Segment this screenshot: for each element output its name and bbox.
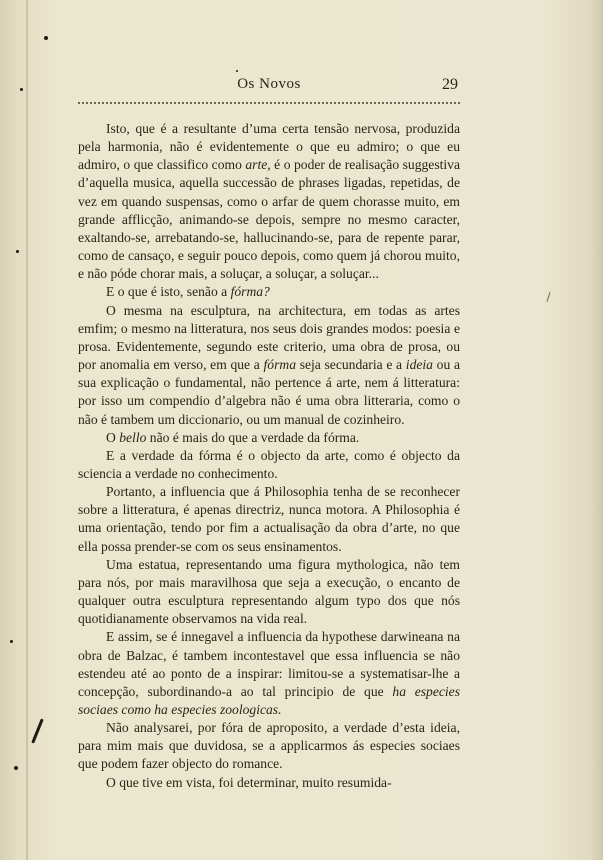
ink-speck xyxy=(44,36,48,40)
body-text xyxy=(78,120,460,792)
paragraph xyxy=(78,302,460,429)
paragraph xyxy=(78,447,460,483)
header-dotted-rule xyxy=(78,102,460,104)
ink-speck xyxy=(14,766,18,770)
paragraph xyxy=(78,628,460,719)
page-gutter-shadow xyxy=(26,0,28,860)
italic-run: ideia xyxy=(405,357,433,373)
page-number: 29 xyxy=(442,76,458,93)
text-run: E assim, se é innegavel a influencia da hypothese darwineana na obra de Balzac, é tambem incontestavel que essa influencia se não estendeu até ao ponto de a inspirar: limitou-se a systematisar-lhe a concepção, subordinando-a ao tal principio de que xyxy=(78,629,460,699)
text-run: Uma estatua, representando uma figura mythologica, não tem para nós, por mais maravilhosa que seja a execução, o encanto de qualquer outra esculptura representando algum typo dos que nós quotidianamente observamos na vida real. xyxy=(78,556,460,627)
italic-run: arte, xyxy=(245,157,271,173)
text-run: E a verdade da fórma é o objecto da arte, como é objecto da sciencia a verdade no conhecimento. xyxy=(78,447,460,481)
paragraph xyxy=(78,483,460,556)
text-run: ou a sua explicação o fundamental, não pertence á arte, nem á litteratura: por isso um compendio d’algebra não é uma obra litteraria, como o não é tambem um diccionario, ou um manual de cozinheiro. xyxy=(78,357,460,427)
text-run: O que tive em vista, foi determinar, muito resumida- xyxy=(106,774,392,790)
paragraph xyxy=(78,429,460,447)
margin-pencil-tick xyxy=(546,292,550,302)
paragraph xyxy=(78,120,460,283)
text-run: O mesma na esculptura, na architectura, em todas as artes emfim; o mesmo na litteratura, nos seus dois grandes modos: poesia e prosa. Evidentemente, segundo este criterio, uma obra de prosa, ou por anomalia em verso, em que a xyxy=(78,302,460,373)
page-header xyxy=(78,74,460,100)
margin-pencil-mark xyxy=(31,718,44,743)
italic-run: ha especies sociaes como ha especies zoologicas. xyxy=(78,683,461,717)
ink-speck xyxy=(16,250,19,253)
text-run: seja secundaria e a xyxy=(296,357,406,373)
text-run: Não analysarei, por fóra de aproposito, a verdade d’esta ideia, para mim mais que duvidosa, se a applicarmos ás especies sociaes que podem fazer objecto do romance. xyxy=(78,720,460,772)
text-run: Portanto, a influencia que á Philosophia tenha de se reconhecer sobre a litteratura, é apenas directriz, nunca motora. A Philosophia é uma orientação, tendo por fim a actualisação da obra d’arte, no que ella possa prender-se com os seus ensinamentos. xyxy=(78,484,460,554)
text-run: Isto, que é a resultante d’uma certa tensão nervosa, produzida pela harmonia, não é evidentemente o que eu admiro; o que eu admiro, o que classifico como xyxy=(78,121,460,173)
paragraph xyxy=(78,774,460,792)
paragraph xyxy=(78,719,460,773)
ink-speck xyxy=(10,640,13,643)
ink-speck xyxy=(236,70,238,72)
text-run: E o que é isto, senão a xyxy=(106,284,231,300)
running-title: Os Novos xyxy=(237,76,301,92)
italic-run: fórma xyxy=(263,357,296,373)
ink-speck xyxy=(20,88,23,91)
text-run: é o poder de realisação suggestiva d’aquella musica, aquella successão de phrases ligadas, repetidas, de vez em quando suspensas, como o arfar de quem chorasse muito, em grande afflicção, animando-se depois, sempre no mesmo caracter, exaltando-se, arrebatando-se, hallucinando-se, para de repente parar, como de cansaço, e seguir pouco depois, como quem já chorou muito, e não póde chorar mais, a soluçar, a soluçar, a soluçar... xyxy=(78,157,461,282)
paragraph xyxy=(78,556,460,629)
text-run: O xyxy=(106,429,120,445)
paragraph xyxy=(78,283,460,301)
italic-run: fórma? xyxy=(230,284,270,300)
text-run: não é mais do que a verdade da fórma. xyxy=(146,429,360,445)
italic-run: bello xyxy=(119,429,147,445)
